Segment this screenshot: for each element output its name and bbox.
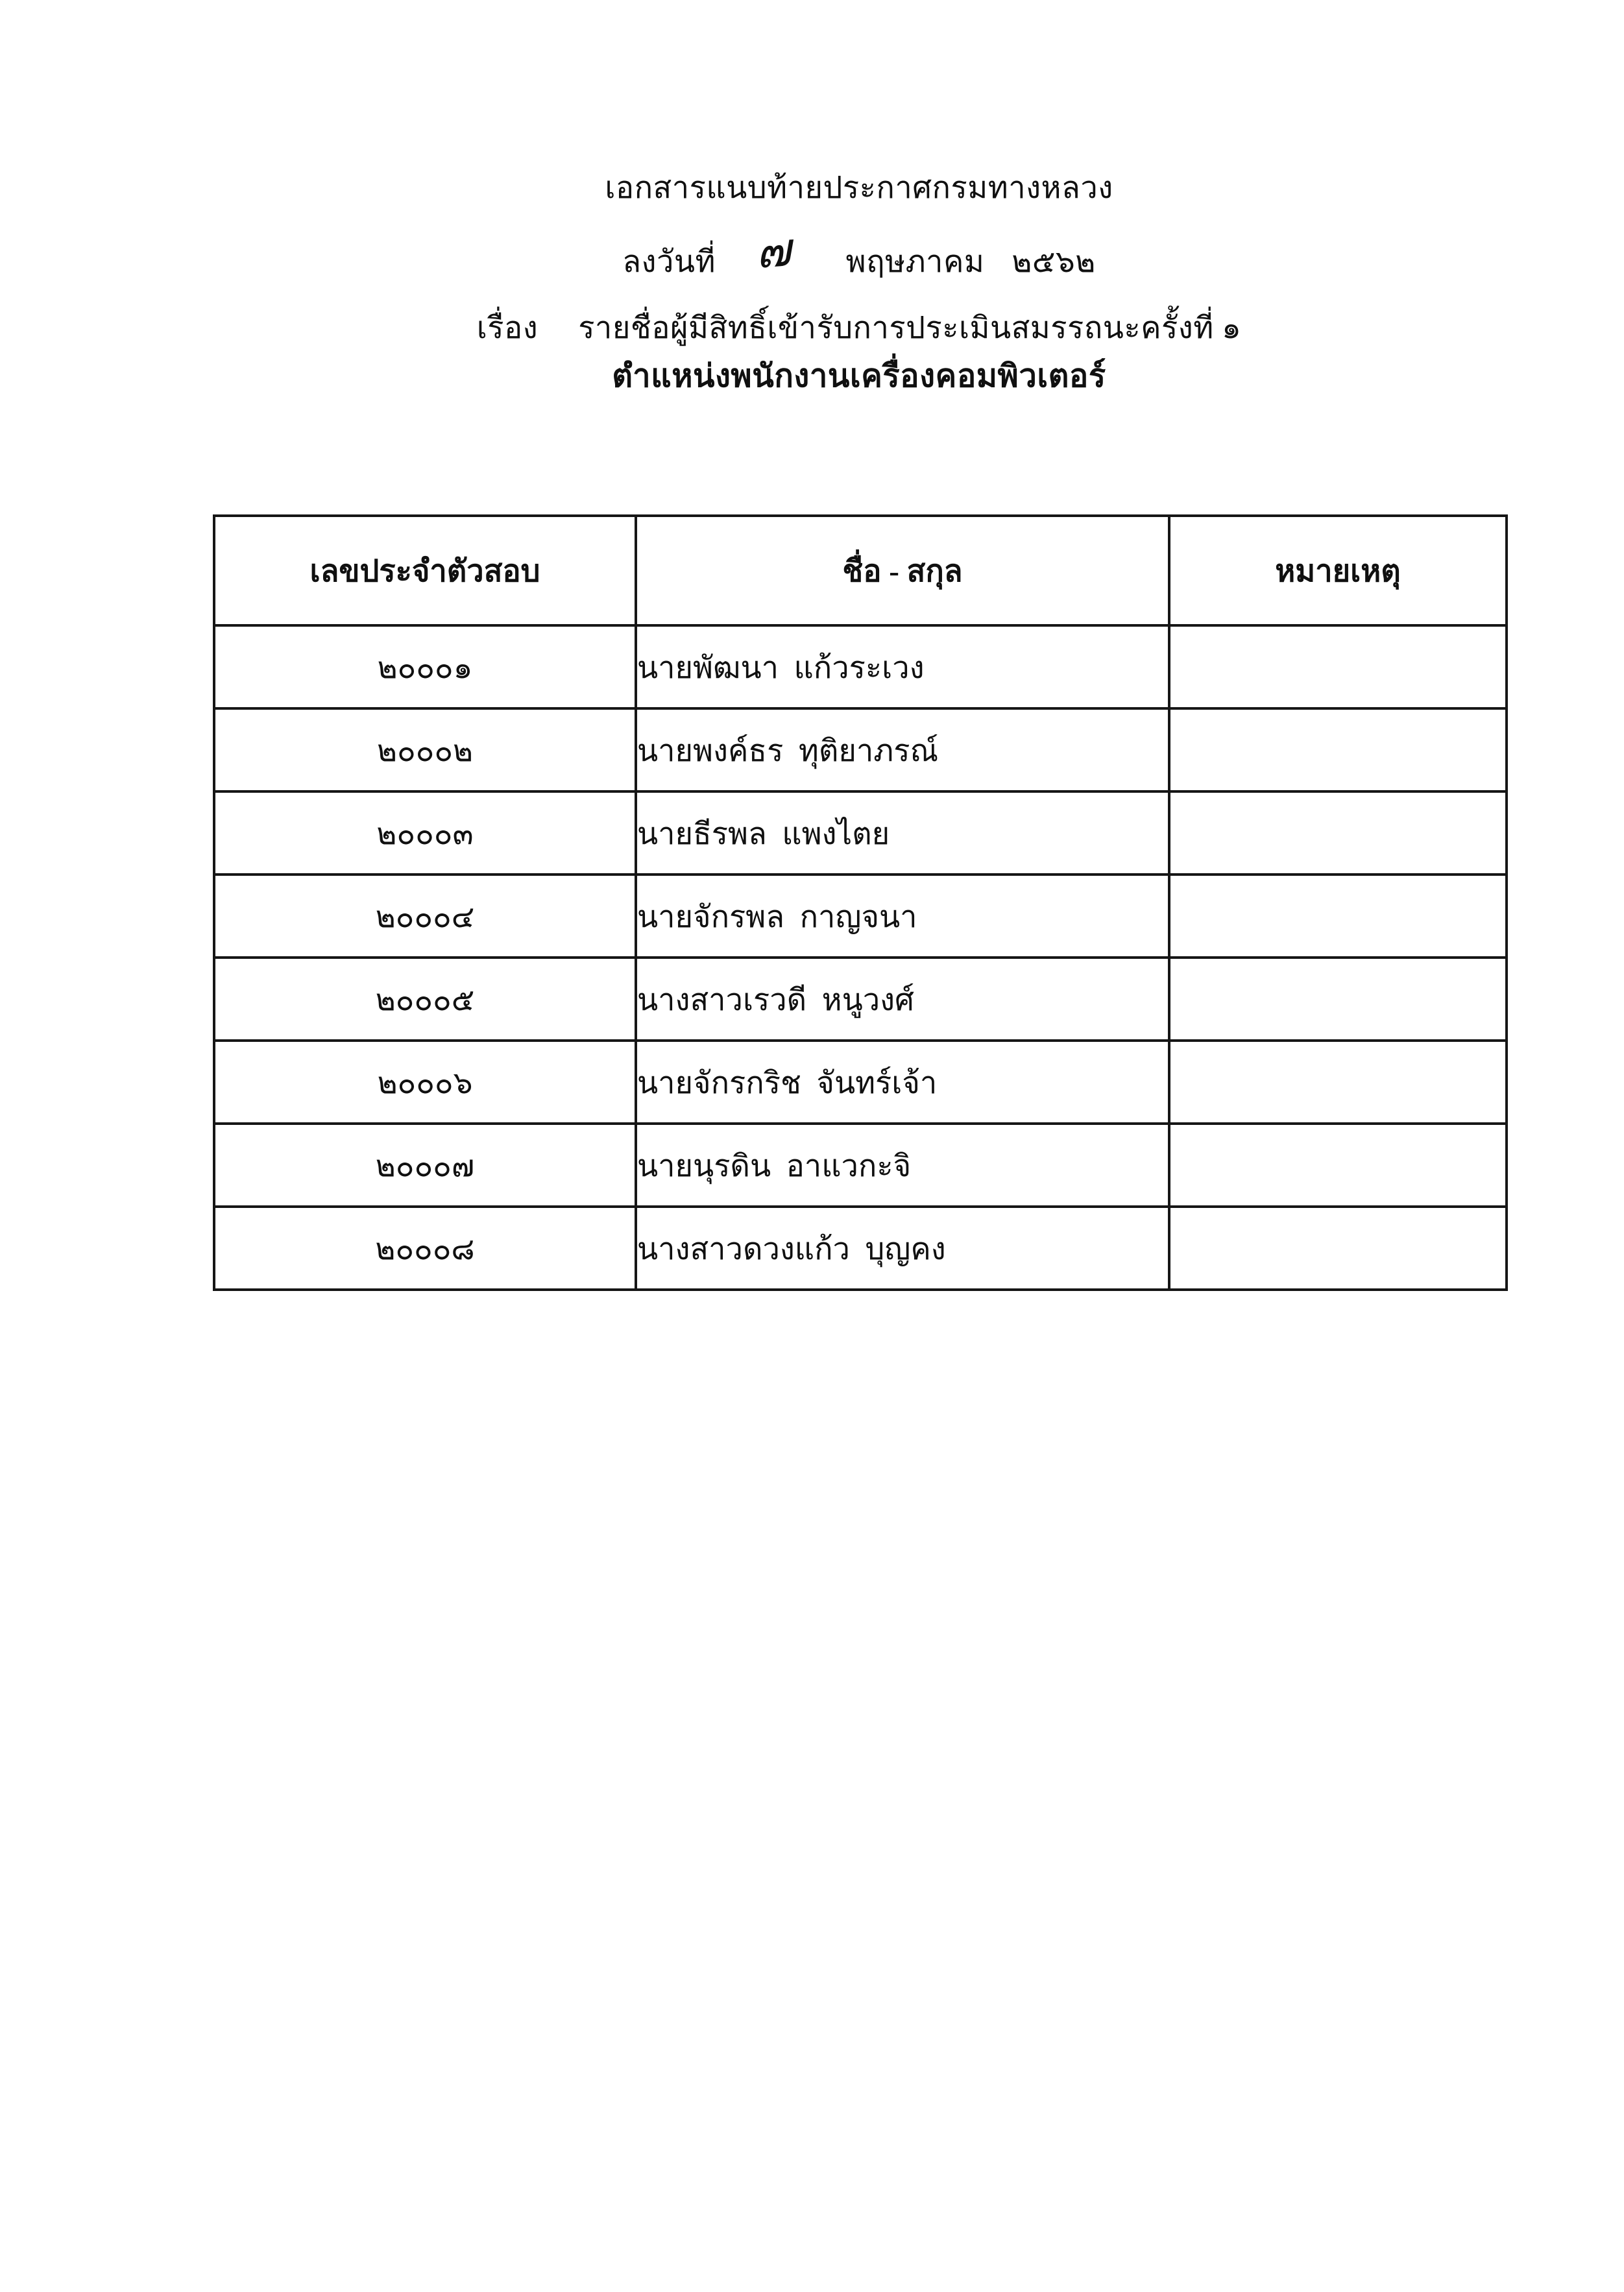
exam-id-cell: ๒๐๐๐๕ (214, 958, 636, 1041)
name-cell: นายธีรพล แพงไตย (636, 791, 1169, 875)
exam-id-cell: ๒๐๐๐๒ (214, 708, 636, 791)
position-title: ตำแหน่งพนักงานเครื่องคอมพิวเตอร์ (612, 358, 1106, 394)
table-row (214, 875, 1507, 958)
name-cell: นายพัฒนา แก้วระเวง (636, 625, 1169, 708)
subject-label: เรื่อง (476, 311, 539, 345)
date-prefix: ลงวันที่ (622, 245, 716, 279)
table-row (214, 791, 1507, 875)
date-month: พฤษภาคม (845, 245, 985, 279)
col-header-name: ชื่อ - สกุล (636, 516, 1169, 625)
handwritten-day-numeral: ๗ (753, 222, 793, 279)
table-row (214, 625, 1507, 708)
table-header-row (214, 516, 1507, 625)
name-cell: นางสาวเรวดี หนูวงศ์ (636, 958, 1169, 1041)
date-year: ๒๕๖๒ (1012, 245, 1096, 279)
remark-cell (1169, 958, 1507, 1041)
name-cell: นายจักรกริช จันทร์เจ้า (636, 1041, 1169, 1124)
name-cell: นางสาวดวงแก้ว บุญคง (636, 1207, 1169, 1290)
col-header-remark: หมายเหตุ (1169, 516, 1507, 625)
name-cell: นายพงค์ธร ทุติยาภรณ์ (636, 708, 1169, 791)
candidates-table (213, 514, 1508, 1291)
exam-id-cell: ๒๐๐๐๑ (214, 625, 636, 708)
remark-cell (1169, 791, 1507, 875)
date-line (213, 222, 1505, 283)
table-row (214, 708, 1507, 791)
col-header-exam-id: เลขประจำตัวสอบ (214, 516, 636, 625)
name-cell: นายจักรพล กาญจนา (636, 875, 1169, 958)
remark-cell (1169, 625, 1507, 708)
document-title: เอกสารแนบท้ายประกาศกรมทางหลวง (605, 171, 1113, 205)
remark-cell (1169, 1207, 1507, 1290)
exam-id-cell: ๒๐๐๐๖ (214, 1041, 636, 1124)
exam-id-cell: ๒๐๐๐๓ (214, 791, 636, 875)
remark-cell (1169, 875, 1507, 958)
remark-cell (1169, 708, 1507, 791)
remark-cell (1169, 1041, 1507, 1124)
exam-id-cell: ๒๐๐๐๘ (214, 1207, 636, 1290)
table-row (214, 1207, 1507, 1290)
table-row (214, 958, 1507, 1041)
subject-line (213, 308, 1505, 349)
exam-id-cell: ๒๐๐๐๗ (214, 1124, 636, 1207)
remark-cell (1169, 1124, 1507, 1207)
exam-id-cell: ๒๐๐๐๔ (214, 875, 636, 958)
name-cell: นายนุรดิน อาแวกะจิ (636, 1124, 1169, 1207)
table-row (214, 1124, 1507, 1207)
table-row (214, 1041, 1507, 1124)
subject-text: รายชื่อผู้มีสิทธิ์เข้ารับการประเมินสมรรถนะครั้งที่ ๑ (578, 311, 1242, 345)
